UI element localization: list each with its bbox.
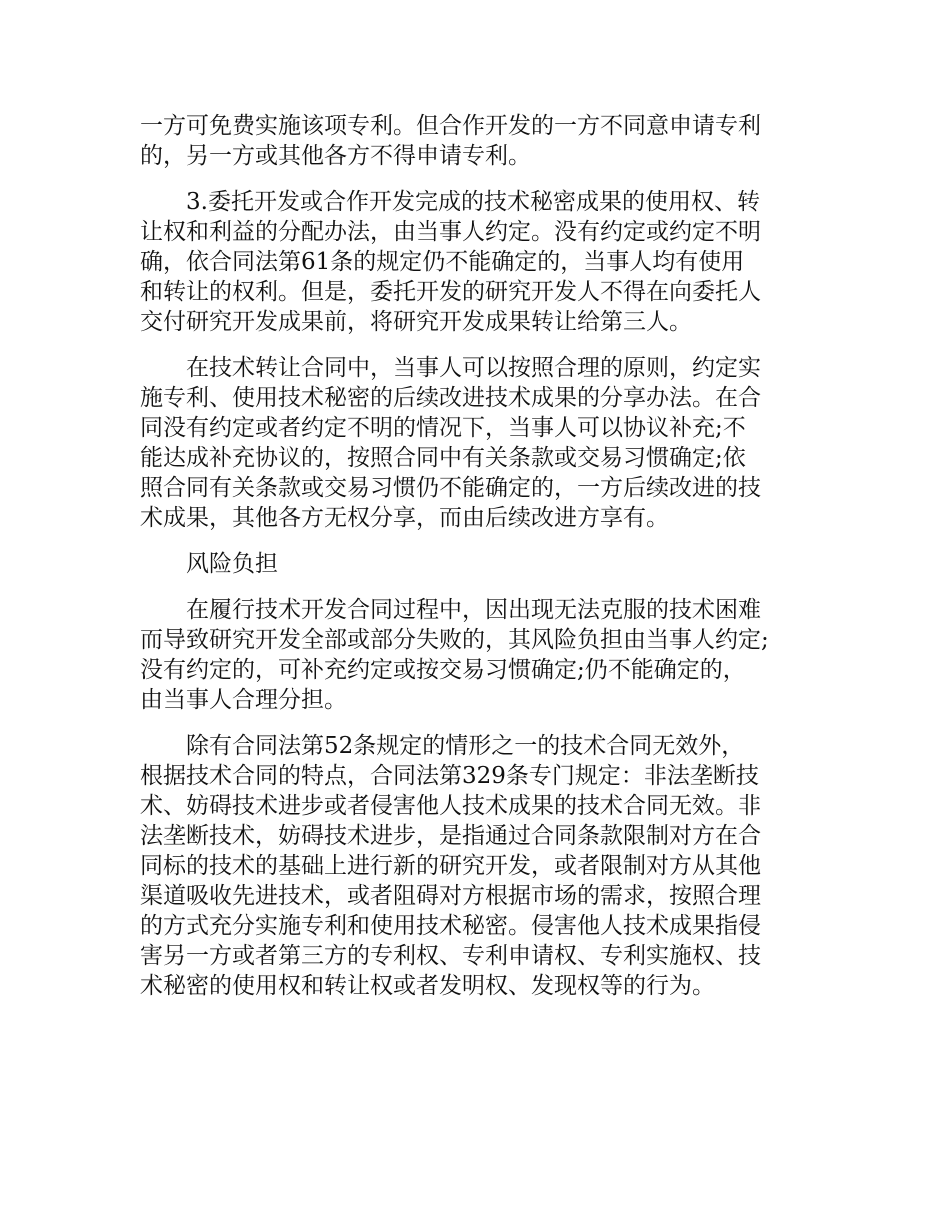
text-line: 根据技术合同的特点，合同法第329条专门规定：非法垄断技: [140, 763, 759, 789]
text-line: 在履行技术开发合同过程中，因出现无法克服的技术困难: [186, 597, 761, 623]
text-line: 同没有约定或者约定不明的情况下，当事人可以协议补充;不: [140, 415, 746, 441]
text-line: 让权和利益的分配办法，由当事人约定。没有约定或约定不明: [140, 219, 761, 245]
document-body: [140, 111, 830, 1017]
text-line: 和转让的权利。但是，委托开发的研究开发人不得在向委托人: [140, 279, 761, 305]
text-line: 3.委托开发或合作开发完成的技术秘密成果的使用权、转: [186, 189, 760, 215]
paragraph: [140, 595, 830, 715]
text-line: 交付研究开发成果前，将研究开发成果转让给第三人。: [140, 309, 692, 335]
text-line: 风险负担: [186, 551, 278, 577]
text-line: 一方可免费实施该项专利。但合作开发的一方不同意申请专利: [140, 113, 761, 139]
paragraph: [140, 187, 830, 337]
paragraph: [140, 731, 830, 1001]
text-line: 的，另一方或其他各方不得申请专利。: [140, 143, 531, 169]
text-line: 同标的技术的基础上进行新的研究开发，或者限制对方从其他: [140, 853, 761, 879]
text-line: 在技术转让合同中，当事人可以按照合理的原则，约定实: [186, 355, 761, 381]
text-line: 施专利、使用技术秘密的后续改进技术成果的分享办法。在合: [140, 385, 761, 411]
text-line: 除有合同法第52条规定的情形之一的技术合同无效外，: [186, 733, 745, 759]
text-line: 术、妨碍技术进步或者侵害他人技术成果的技术合同无效。非: [140, 793, 761, 819]
text-line: 渠道吸收先进技术，或者阻碍对方根据市场的需求，按照合理: [140, 883, 761, 909]
text-line: 法垄断技术，妨碍技术进步，是指通过合同条款限制对方在合: [140, 823, 761, 849]
text-line: 没有约定的，可补充约定或按交易习惯确定;仍不能确定的，: [140, 657, 746, 683]
text-line: 由当事人合理分担。: [140, 687, 347, 713]
paragraph: [140, 353, 830, 533]
text-line: 术秘密的使用权和转让权或者发明权、发现权等的行为。: [140, 973, 715, 999]
paragraph: [140, 111, 830, 171]
text-line: 术成果，其他各方无权分享，而由后续改进方享有。: [140, 505, 669, 531]
text-line: 照合同有关条款或交易习惯仍不能确定的，一方后续改进的技: [140, 475, 761, 501]
section-heading: [140, 549, 830, 579]
text-line: 确，依合同法第61条的规定仍不能确定的，当事人均有使用: [140, 249, 745, 275]
text-line: 而导致研究开发全部或部分失败的，其风险负担由当事人约定;: [140, 627, 769, 653]
text-line: 害另一方或者第三方的专利权、专利申请权、专利实施权、技: [140, 943, 761, 969]
text-line: 能达成补充协议的，按照合同中有关条款或交易习惯确定;依: [140, 445, 746, 471]
text-line: 的方式充分实施专利和使用技术秘密。侵害他人技术成果指侵: [140, 913, 761, 939]
